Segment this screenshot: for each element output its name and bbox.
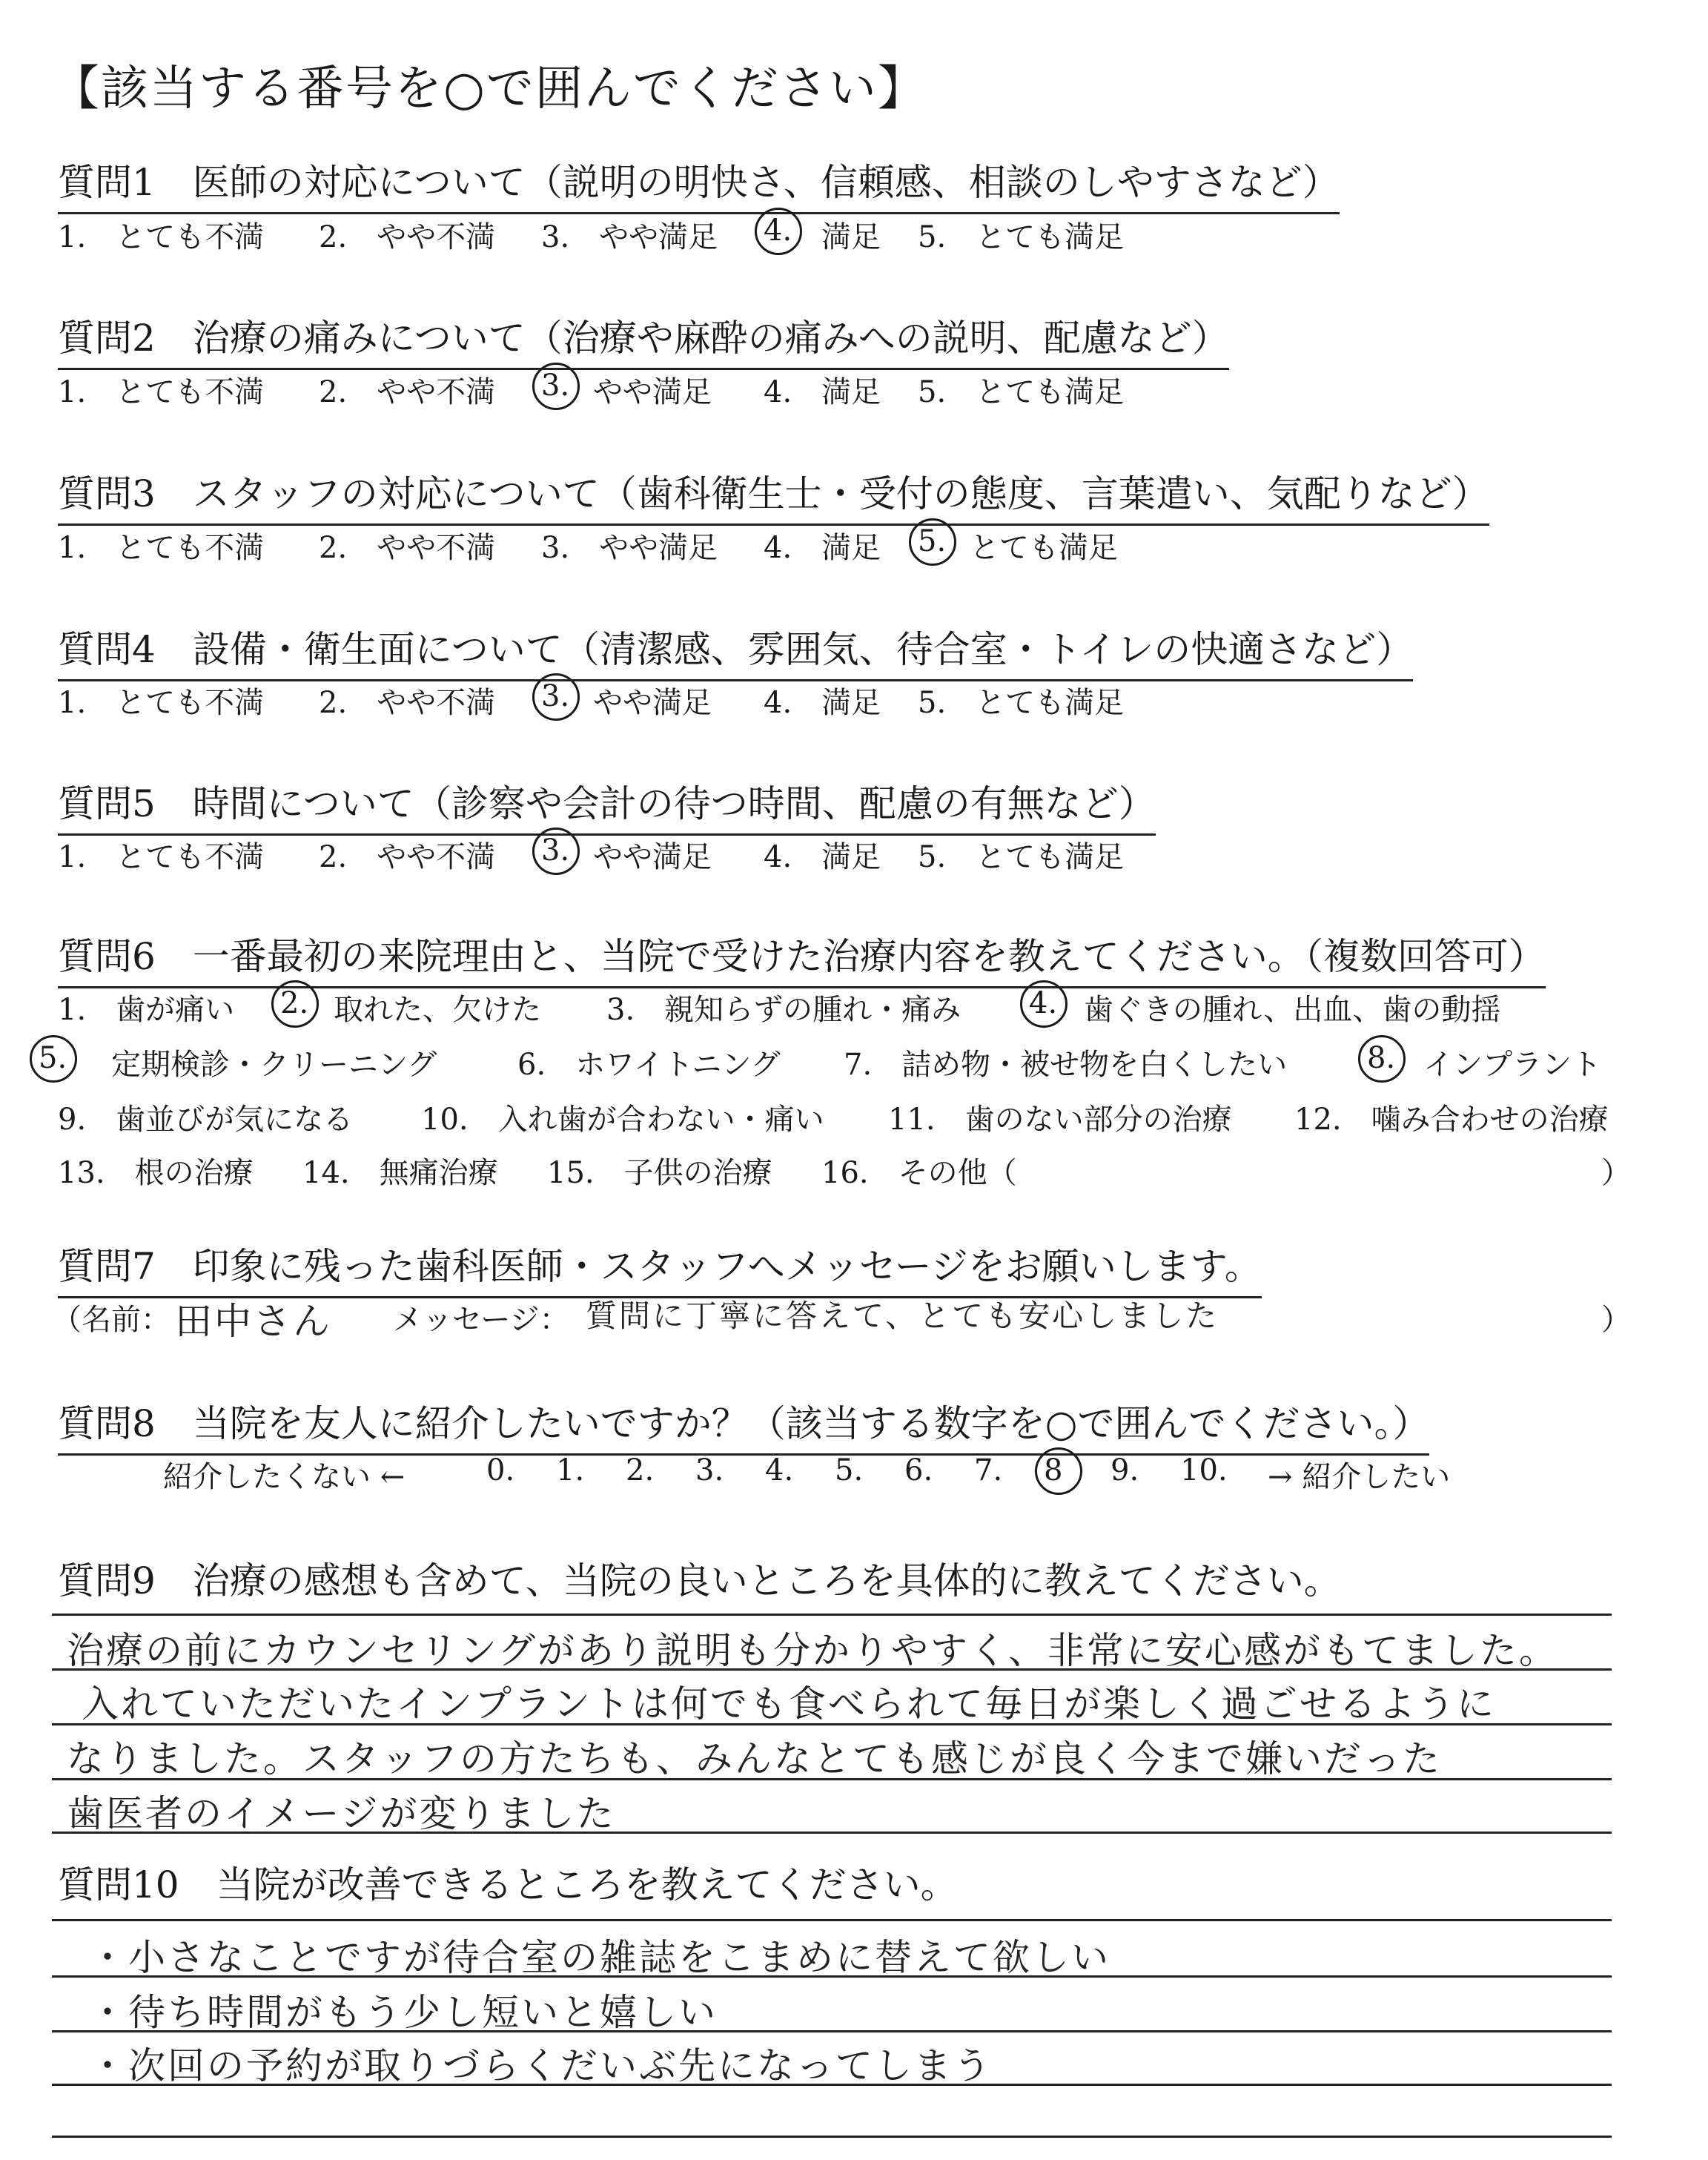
q10-rule-1	[52, 1919, 1612, 1921]
q1-option-1[interactable]: 1. とても不満	[58, 220, 265, 254]
q8-heading: 質問8 当院を友人に紹介したいですか？（該当する数字を○で囲んでください。）	[58, 1394, 1429, 1456]
q4-option-2[interactable]: 2. やや不満	[319, 686, 496, 720]
q6-option-11[interactable]: 11. 歯のない部分の治療	[888, 1103, 1232, 1137]
q4-option-3-label: やや満足	[593, 686, 712, 720]
q2-option-2[interactable]: 2. やや不満	[319, 375, 496, 409]
q6-option-16[interactable]: 16. その他（	[821, 1156, 1017, 1190]
q3-heading: 質問3 スタッフの対応について（歯科衛生士・受付の態度、言葉遣い、気配りなど）	[58, 464, 1489, 526]
q8-left-label: 紹介したくない ←	[163, 1460, 406, 1494]
q6-option-7[interactable]: 7. 詰め物・被せ物を白くしたい	[844, 1048, 1288, 1082]
q4-option-3-circled[interactable]: 3.	[541, 679, 570, 713]
q2-option-3-circled[interactable]: 3.	[541, 369, 570, 403]
q8-option-6[interactable]: 6.	[904, 1453, 933, 1487]
q4-option-5[interactable]: 5. とても満足	[918, 686, 1125, 720]
q5-option-5[interactable]: 5. とても満足	[918, 840, 1125, 874]
q3-option-5-label: とても満足	[970, 531, 1118, 565]
q8-option-8-circled[interactable]: 8	[1044, 1453, 1063, 1487]
q9-rule-1	[52, 1614, 1612, 1616]
q2-option-5[interactable]: 5. とても満足	[918, 375, 1125, 409]
q8-right-label: → 紹介したい	[1268, 1460, 1451, 1494]
q8-option-3[interactable]: 3.	[695, 1453, 724, 1487]
q2-heading: 質問2 治療の痛みについて（治療や麻酔の痛みへの説明、配慮など）	[58, 308, 1229, 370]
q9-answer-line-4[interactable]: 歯医者のイメージが変りました	[67, 1792, 616, 1835]
q8-option-7[interactable]: 7.	[974, 1453, 1003, 1487]
q9-rule-2	[52, 1668, 1612, 1671]
q7-heading: 質問7 印象に残った歯科医師・スタッフへメッセージをお願いします。	[58, 1237, 1262, 1298]
q2-option-1[interactable]: 1. とても不満	[58, 375, 265, 409]
q10-heading: 質問10 当院が改善できるところを教えてください。	[58, 1863, 958, 1906]
q10-rule-2	[52, 1975, 1612, 1978]
q8-option-5[interactable]: 5.	[835, 1453, 864, 1487]
q7-label: （名前：	[52, 1303, 171, 1337]
q8-option-4[interactable]: 4.	[765, 1453, 794, 1487]
q3-option-1[interactable]: 1. とても不満	[58, 531, 265, 565]
q6-option-1[interactable]: 1. 歯が痛い	[58, 993, 235, 1027]
q5-option-3-circled[interactable]: 3.	[541, 833, 570, 868]
q8-option-10[interactable]: 10.	[1180, 1453, 1228, 1487]
q6-option-5-label: 定期検診・クリーニング	[111, 1048, 437, 1082]
q9-heading: 質問9 治療の感想も含めて、当院の良いところを具体的に教えてください。	[58, 1559, 1341, 1602]
q6-option-5-circled[interactable]: 5.	[39, 1041, 67, 1075]
q9-answer-line-3[interactable]: なりました。スタッフの方たちも、みんなとても感じが良く今まで嫌いだった	[67, 1737, 1442, 1780]
q6-option-8-label: インプラント	[1423, 1048, 1601, 1082]
q9-rule-4	[52, 1778, 1612, 1780]
q10-answer-line-1[interactable]: ・小さなことですが待合室の雑誌をこまめに替えて欲しい	[89, 1936, 1110, 1979]
q6-heading: 質問6 一番最初の来院理由と、当院で受けた治療内容を教えてください。（複数回答可）	[58, 927, 1546, 988]
q5-option-4[interactable]: 4. 満足	[764, 840, 881, 874]
q1-heading: 質問1 医師の対応について（説明の明快さ、信頼感、相談のしやすさなど）	[58, 153, 1340, 214]
q10-answer-line-2[interactable]: ・待ち時間がもう少し短いと嬉しい	[89, 1991, 718, 2034]
q10-rule-5	[52, 2136, 1612, 2138]
q7-close-paren: ）	[1601, 1303, 1631, 1337]
q7-message-label: メッセージ：	[393, 1303, 569, 1337]
q6-option-6[interactable]: 6. ホワイトニング	[517, 1048, 781, 1082]
q4-option-4[interactable]: 4. 満足	[764, 686, 881, 720]
q1-option-3[interactable]: 3. やや満足	[541, 220, 718, 254]
page-title: 【該当する番号を○で囲んでください】	[52, 62, 927, 116]
q5-option-1[interactable]: 1. とても不満	[58, 840, 265, 874]
q1-option-2[interactable]: 2. やや不満	[319, 220, 496, 254]
q8-option-1[interactable]: 1.	[556, 1453, 585, 1487]
q1-option-4-circled[interactable]: 4.	[764, 214, 792, 248]
q10-rule-4	[52, 2084, 1612, 2086]
q9-answer-line-2[interactable]: 入れていただいたインプラントは何でも食べられて毎日が楽しく過ごせるように	[82, 1682, 1496, 1725]
q3-option-4[interactable]: 4. 満足	[764, 531, 881, 565]
q8-option-0[interactable]: 0.	[486, 1453, 515, 1487]
q2-option-4[interactable]: 4. 満足	[764, 375, 881, 409]
q6-option-2-label: 取れた、欠けた	[334, 993, 541, 1027]
q6-option-4-label: 歯ぐきの腫れ、出血、歯の動揺	[1084, 993, 1501, 1027]
q10-rule-3	[52, 2030, 1612, 2032]
q8-option-9[interactable]: 9.	[1110, 1453, 1139, 1487]
q9-rule-3	[52, 1723, 1612, 1725]
q6-option-10[interactable]: 10. 入れ歯が合わない・痛い	[421, 1103, 824, 1137]
q6-option-3[interactable]: 3. 親知らずの腫れ・痛み	[606, 993, 961, 1027]
q3-option-5-circled[interactable]: 5.	[918, 524, 947, 558]
q7-name-handwritten[interactable]: 田中さん	[175, 1300, 332, 1343]
q9-rule-5	[52, 1832, 1612, 1834]
q6-option-13[interactable]: 13. 根の治療	[58, 1156, 254, 1190]
q2-option-3-label: やや満足	[593, 375, 712, 409]
q6-option-8-circled[interactable]: 8.	[1367, 1041, 1396, 1075]
q10-answer-line-3[interactable]: ・次回の予約が取りづらくだいぶ先になってしまう	[89, 2044, 993, 2087]
q6-option-14[interactable]: 14. 無痛治療	[302, 1156, 498, 1190]
q4-heading: 質問4 設備・衛生面について（清潔感、雰囲気、待合室・トイレの快適さなど）	[58, 620, 1413, 681]
q4-option-1[interactable]: 1. とても不満	[58, 686, 265, 720]
q6-option-12[interactable]: 12. 噛み合わせの治療	[1294, 1103, 1609, 1137]
q6-close-paren: ）	[1601, 1156, 1631, 1190]
q1-option-4-label: 満足	[821, 220, 881, 254]
q1-option-5[interactable]: 5. とても満足	[918, 220, 1125, 254]
q3-option-3[interactable]: 3. やや満足	[541, 531, 718, 565]
q7-message-handwritten[interactable]: 質問に丁寧に答えて、とても安心しました	[586, 1298, 1219, 1334]
q5-option-3-label: やや満足	[593, 840, 712, 874]
q5-option-2[interactable]: 2. やや不満	[319, 840, 496, 874]
q6-option-9[interactable]: 9. 歯並びが気になる	[58, 1103, 354, 1137]
q3-option-2[interactable]: 2. やや不満	[319, 531, 496, 565]
q8-option-2[interactable]: 2.	[626, 1453, 655, 1487]
q6-option-15[interactable]: 15. 子供の治療	[547, 1156, 772, 1190]
q6-option-4-circled[interactable]: 4.	[1029, 986, 1058, 1020]
q5-heading: 質問5 時間について（診察や会計の待つ時間、配慮の有無など）	[58, 774, 1156, 836]
q9-answer-line-1[interactable]: 治療の前にカウンセリングがあり説明も分かりやすく、非常に安心感がもてました。	[67, 1629, 1558, 1672]
q6-option-2-circled[interactable]: 2.	[280, 986, 309, 1020]
